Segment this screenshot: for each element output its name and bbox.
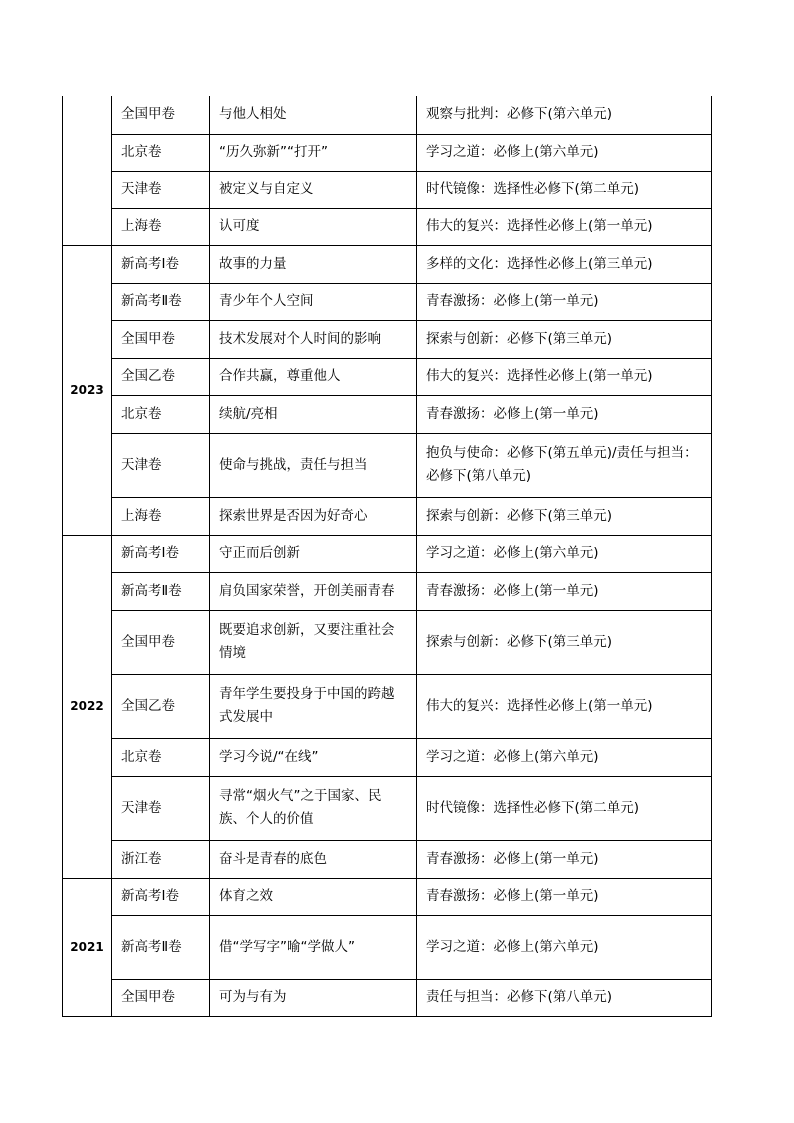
topic-cell: 守正而后创新 [210, 535, 417, 572]
topic-cell: 青年学生要投身于中国的跨越式发展中 [210, 674, 417, 738]
unit-cell: 青春激扬：必修上(第一单元) [417, 840, 712, 878]
unit-cell: 青春激扬：必修上(第一单元) [417, 395, 712, 433]
unit-cell: 青春激扬：必修上(第一单元) [417, 572, 712, 610]
paper-cell: 上海卷 [112, 497, 210, 535]
unit-cell: 抱负与使命：必修下(第五单元)/责任与担当：必修下(第八单元) [417, 433, 712, 497]
unit-cell: 观察与批判：必修下(第六单元) [417, 96, 712, 134]
paper-cell: 新高考Ⅱ卷 [112, 283, 210, 320]
topic-cell: “历久弥新”“打开” [210, 134, 417, 171]
table-row [63, 776, 712, 840]
unit-cell: 学习之道：必修上(第六单元) [417, 535, 712, 572]
paper-cell: 全国甲卷 [112, 96, 210, 134]
table-row [63, 433, 712, 497]
table-row [63, 572, 712, 610]
unit-cell: 学习之道：必修上(第六单元) [417, 134, 712, 171]
paper-cell: 全国甲卷 [112, 320, 210, 358]
table-row [63, 208, 712, 245]
topic-cell: 被定义与自定义 [210, 171, 417, 208]
table-row [63, 840, 712, 878]
paper-cell: 新高考Ⅱ卷 [112, 915, 210, 979]
paper-cell: 全国乙卷 [112, 674, 210, 738]
topic-cell: 探索世界是否因为好奇心 [210, 497, 417, 535]
topic-cell: 借“学写字”喻“学做人” [210, 915, 417, 979]
topic-cell: 青少年个人空间 [210, 283, 417, 320]
topic-cell: 续航/亮相 [210, 395, 417, 433]
unit-cell: 伟大的复兴：选择性必修上(第一单元) [417, 358, 712, 395]
paper-cell: 北京卷 [112, 395, 210, 433]
paper-cell: 浙江卷 [112, 840, 210, 878]
table-row [63, 915, 712, 979]
unit-cell: 探索与创新：必修下(第三单元) [417, 610, 712, 674]
topic-cell: 与他人相处 [210, 96, 417, 134]
topic-cell: 使命与挑战，责任与担当 [210, 433, 417, 497]
unit-cell: 时代镜像：选择性必修下(第二单元) [417, 171, 712, 208]
paper-cell: 北京卷 [112, 738, 210, 776]
topic-cell: 学习今说/“在线” [210, 738, 417, 776]
paper-cell: 天津卷 [112, 171, 210, 208]
paper-cell: 全国甲卷 [112, 610, 210, 674]
unit-cell: 伟大的复兴：选择性必修上(第一单元) [417, 674, 712, 738]
table-row [63, 497, 712, 535]
paper-cell: 上海卷 [112, 208, 210, 245]
unit-cell: 责任与担当：必修下(第八单元) [417, 979, 712, 1016]
table-row [63, 358, 712, 395]
topic-cell: 既要追求创新，又要注重社会情境 [210, 610, 417, 674]
table-row [63, 171, 712, 208]
year-cell: 2023 [63, 245, 112, 535]
table-row [63, 395, 712, 433]
paper-cell: 天津卷 [112, 433, 210, 497]
unit-cell: 青春激扬：必修上(第一单元) [417, 878, 712, 915]
unit-cell: 探索与创新：必修下(第三单元) [417, 497, 712, 535]
table-row [63, 979, 712, 1016]
unit-cell: 学习之道：必修上(第六单元) [417, 915, 712, 979]
table-row [63, 134, 712, 171]
paper-cell: 全国乙卷 [112, 358, 210, 395]
year-cell-continued [63, 96, 112, 245]
table-row [63, 535, 712, 572]
table-row [63, 320, 712, 358]
unit-cell: 探索与创新：必修下(第三单元) [417, 320, 712, 358]
unit-cell: 伟大的复兴：选择性必修上(第一单元) [417, 208, 712, 245]
paper-cell: 全国甲卷 [112, 979, 210, 1016]
paper-cell: 北京卷 [112, 134, 210, 171]
topic-cell: 肩负国家荣誉，开创美丽青春 [210, 572, 417, 610]
table-row [63, 245, 712, 283]
topic-cell: 寻常“烟火气”之于国家、民族、个人的价值 [210, 776, 417, 840]
paper-cell: 新高考Ⅰ卷 [112, 535, 210, 572]
table-row [63, 674, 712, 738]
table-row [63, 738, 712, 776]
topic-cell: 合作共赢，尊重他人 [210, 358, 417, 395]
year-cell: 2022 [63, 535, 112, 878]
unit-cell: 学习之道：必修上(第六单元) [417, 738, 712, 776]
table-row [63, 283, 712, 320]
paper-cell: 新高考Ⅱ卷 [112, 572, 210, 610]
topic-cell: 奋斗是青春的底色 [210, 840, 417, 878]
topic-cell: 体育之效 [210, 878, 417, 915]
exam-topics-table [62, 96, 712, 1017]
table-row [63, 610, 712, 674]
topic-cell: 认可度 [210, 208, 417, 245]
unit-cell: 时代镜像：选择性必修下(第二单元) [417, 776, 712, 840]
unit-cell: 多样的文化：选择性必修上(第三单元) [417, 245, 712, 283]
paper-cell: 新高考Ⅰ卷 [112, 245, 210, 283]
table-row [63, 878, 712, 915]
topic-cell: 技术发展对个人时间的影响 [210, 320, 417, 358]
topic-cell: 故事的力量 [210, 245, 417, 283]
paper-cell: 天津卷 [112, 776, 210, 840]
topic-cell: 可为与有为 [210, 979, 417, 1016]
table-row [63, 96, 712, 134]
year-cell: 2021 [63, 878, 112, 1016]
paper-cell: 新高考Ⅰ卷 [112, 878, 210, 915]
unit-cell: 青春激扬：必修上(第一单元) [417, 283, 712, 320]
